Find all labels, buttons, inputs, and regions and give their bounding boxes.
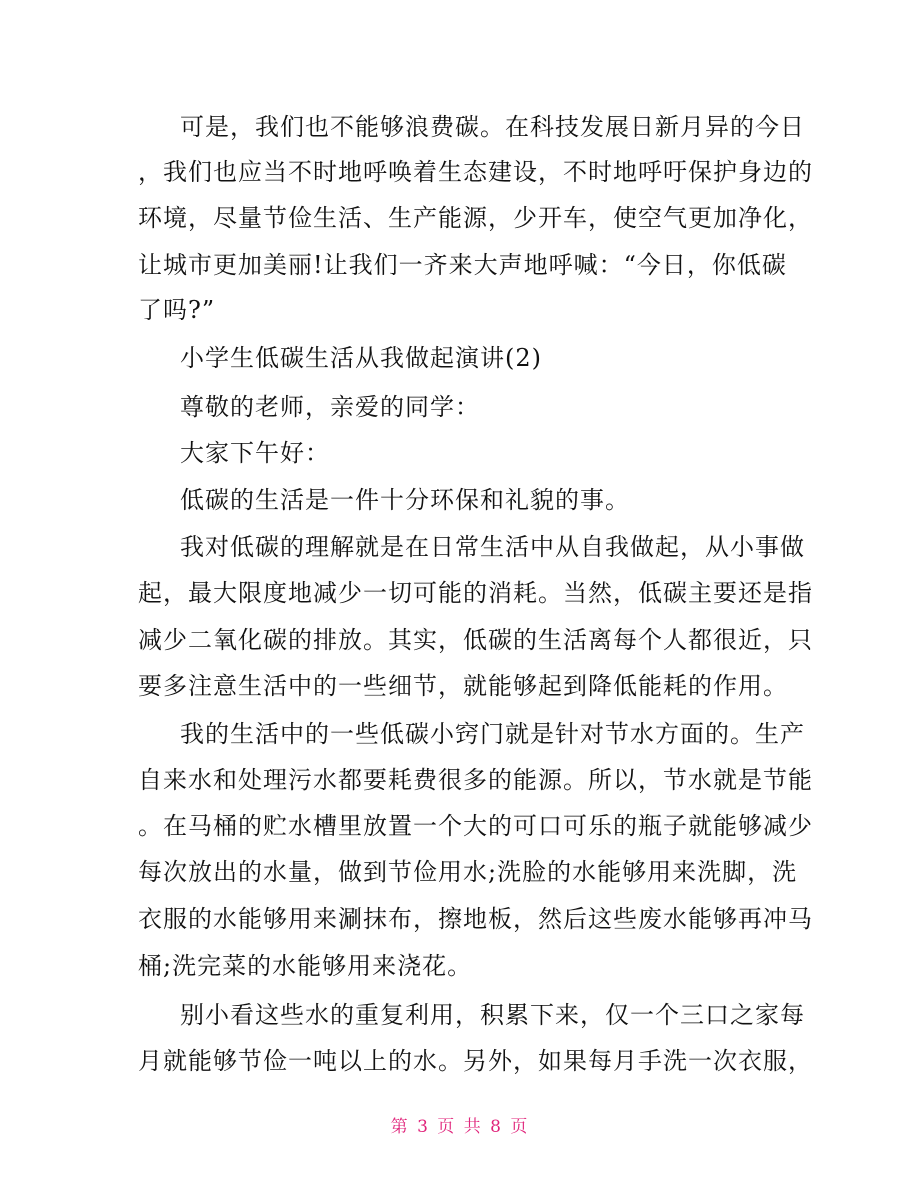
salutation: 尊敬的老师，亲爱的同学：: [180, 393, 480, 421]
paragraph-line: 环境，尽量节俭生活、生产能源，少开车，使空气更加净化，: [138, 204, 813, 232]
section-title: 小学生低碳生活从我做起演讲(2): [180, 344, 542, 372]
paragraph-line: 要多注意生活中的一些细节，就能够起到降低能耗的作用。: [138, 672, 788, 700]
paragraph-line: 起，最大限度地减少一切可能的消耗。当然，低碳主要还是指: [138, 579, 813, 607]
page-number-footer: 第 3 页 共 8 页: [390, 1117, 530, 1137]
paragraph-line: 衣服的水能够用来涮抹布，擦地板，然后这些废水能够再冲马: [138, 905, 813, 933]
paragraph-line: 我的生活中的一些低碳小窍门就是针对节水方面的。生产: [180, 720, 805, 748]
paragraph-line: 桶;洗完菜的水能够用来浇花。: [138, 952, 473, 980]
paragraph-line: 每次放出的水量，做到节俭用水;洗脸的水能够用来洗脚，洗: [138, 858, 798, 886]
paragraph-line: 让城市更加美丽!让我们一齐来大声地呼喊：“今日，你低碳: [138, 251, 787, 279]
paragraph-line: 月就能够节俭一吨以上的水。另外，如果每月手洗一次衣服，: [138, 1047, 813, 1075]
paragraph-line: 。在马桶的贮水槽里放置一个大的可口可乐的瓶子就能够减少: [138, 812, 813, 840]
paragraph-line: 可是，我们也不能够浪费碳。在科技发展日新月异的今日: [180, 113, 805, 141]
paragraph-line: 了吗?”: [138, 296, 216, 324]
greeting: 大家下午好：: [180, 439, 330, 467]
paragraph-line: 我对低碳的理解就是在日常生活中从自我做起，从小事做: [180, 533, 805, 561]
paragraph-line: 低碳的生活是一件十分环保和礼貌的事。: [180, 486, 630, 514]
paragraph-line: 别小看这些水的重复利用，积累下来，仅一个三口之家每: [180, 1001, 805, 1029]
paragraph-line: 减少二氧化碳的排放。其实，低碳的生活离每个人都很近，只: [138, 626, 813, 654]
paragraph-line: 自来水和处理污水都要耗费很多的能源。所以，节水就是节能: [138, 766, 813, 794]
paragraph-line: ，我们也应当不时地呼唤着生态建设，不时地呼吁保护身边的: [138, 158, 813, 186]
